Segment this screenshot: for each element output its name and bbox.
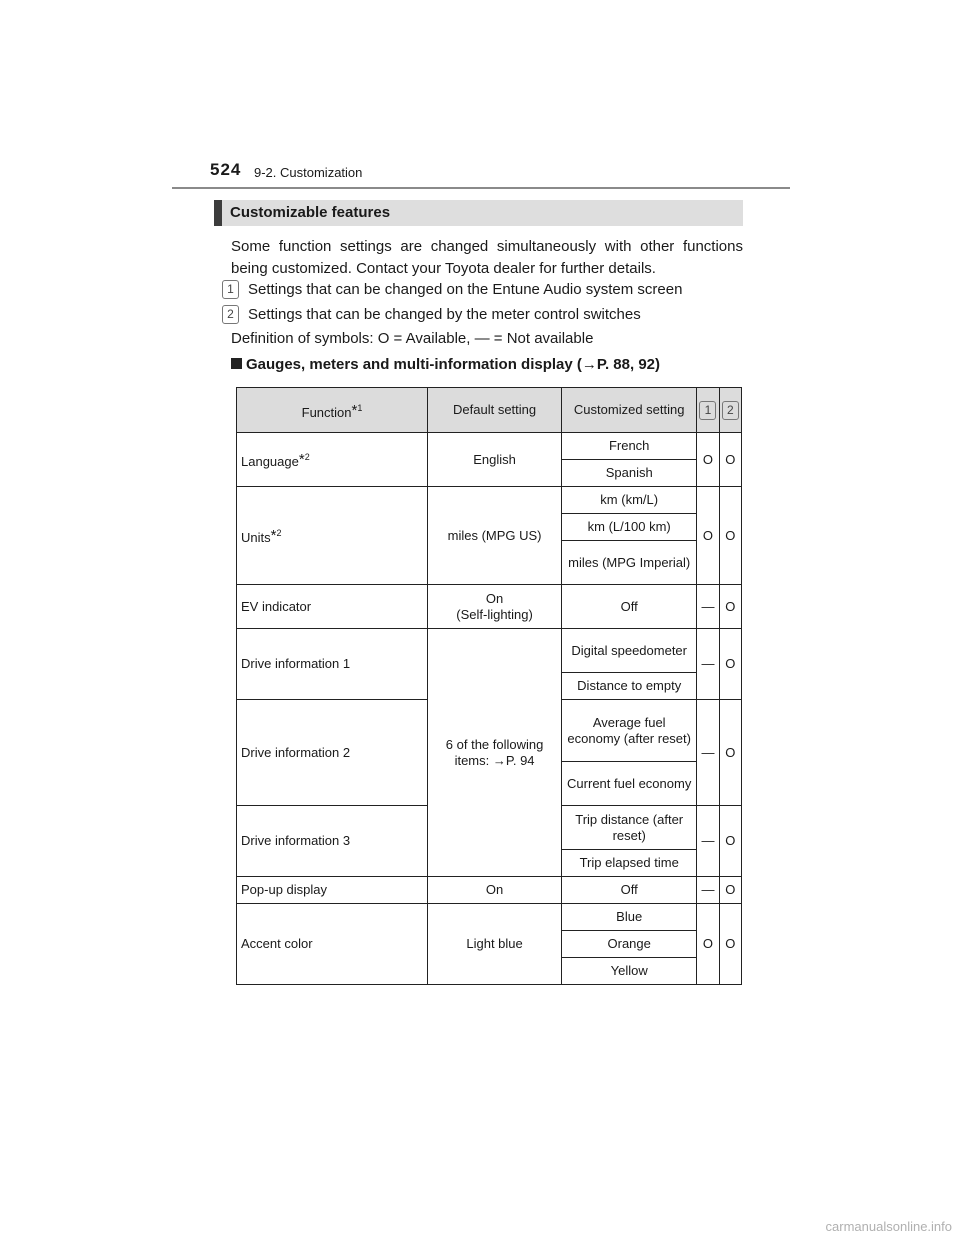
table-row (237, 629, 742, 673)
legend-item-1 (222, 280, 682, 300)
row-function: Drive information 3 (237, 806, 428, 877)
row-option: Orange (562, 931, 697, 958)
row-mark-1: O (697, 904, 719, 985)
row-default: 6 of the following items: →P. 94 (428, 629, 562, 877)
row-default: On (Self-lighting) (428, 585, 562, 629)
row-mark-1: — (697, 806, 719, 877)
legend-text-1: Settings that can be changed on the Entune Audio system screen (248, 281, 683, 298)
row-option: Blue (562, 904, 697, 931)
row-option: miles (MPG Imperial) (562, 541, 697, 585)
feature-title: Customizable features (230, 204, 391, 221)
subheading-text: Gauges, meters and multi-information display (→P. 88, 92) (246, 356, 660, 373)
table-row (237, 585, 742, 629)
row-default: miles (MPG US) (428, 487, 562, 585)
row-function: Pop-up display (237, 877, 428, 904)
customization-table (236, 387, 742, 985)
row-option: Trip elapsed time (562, 850, 697, 877)
row-mark-1: — (697, 585, 719, 629)
row-mark-2: O (719, 585, 741, 629)
section-label: 9-2. Customization (254, 165, 363, 180)
row-option: Digital speedometer (562, 629, 697, 673)
number-box-1: 1 (222, 280, 239, 299)
square-bullet-icon (231, 358, 242, 369)
row-mark-2: O (719, 629, 741, 700)
legend-text-2: Settings that can be changed by the meter control switches (248, 306, 641, 323)
header-function: Function$^{*1}$ (237, 388, 428, 433)
row-mark-2: O (719, 487, 741, 585)
row-option: km (L/100 km) (562, 514, 697, 541)
row-mark-1: O (697, 433, 719, 487)
table-header-row (237, 388, 742, 433)
row-default: English (428, 433, 562, 487)
header-customized-setting: Customized setting (562, 388, 697, 433)
feature-title-box (214, 200, 743, 226)
row-option: km (km/L) (562, 487, 697, 514)
row-option: Off (562, 877, 697, 904)
watermark: carmanualsonline.info (825, 1219, 952, 1234)
row-function: EV indicator (237, 585, 428, 629)
row-option: Average fuel economy (after reset) (562, 700, 697, 762)
subheading (231, 356, 660, 373)
table-row (237, 487, 742, 514)
row-mark-2: O (719, 806, 741, 877)
row-function: Accent color (237, 904, 428, 985)
row-option: Distance to empty (562, 673, 697, 700)
row-function: Units$^{*2}$ (237, 487, 428, 585)
page-number: 524 (210, 160, 242, 179)
symbol-definition: Definition of symbols: O = Available, — = Not available (231, 330, 594, 347)
row-default: On (428, 877, 562, 904)
row-default: Light blue (428, 904, 562, 985)
intro-paragraph: Some function settings are changed simultaneously with other functions being customized. Contact your Toyota dealer for further details. (231, 238, 743, 277)
header-col-2: 2 (719, 388, 741, 433)
row-option: Trip distance (after reset) (562, 806, 697, 850)
row-mark-2: O (719, 433, 741, 487)
row-option: Spanish (562, 460, 697, 487)
header-default-setting: Default setting (428, 388, 562, 433)
row-function: Drive information 1 (237, 629, 428, 700)
table-row (237, 904, 742, 931)
row-mark-2: O (719, 700, 741, 806)
row-option: Off (562, 585, 697, 629)
row-mark-1: — (697, 877, 719, 904)
row-function: Drive information 2 (237, 700, 428, 806)
row-mark-1: O (697, 487, 719, 585)
row-mark-1: — (697, 629, 719, 700)
row-mark-2: O (719, 904, 741, 985)
row-option: Current fuel economy (562, 762, 697, 806)
number-box-2: 2 (222, 305, 239, 324)
legend-item-2 (222, 305, 641, 325)
row-mark-1: — (697, 700, 719, 806)
row-option: Yellow (562, 958, 697, 985)
header-rule (172, 187, 790, 189)
row-mark-2: O (719, 877, 741, 904)
table-row (237, 433, 742, 460)
table-row (237, 877, 742, 904)
header-col-1: 1 (697, 388, 719, 433)
row-option: French (562, 433, 697, 460)
row-function: Language$^{*2}$ (237, 433, 428, 487)
